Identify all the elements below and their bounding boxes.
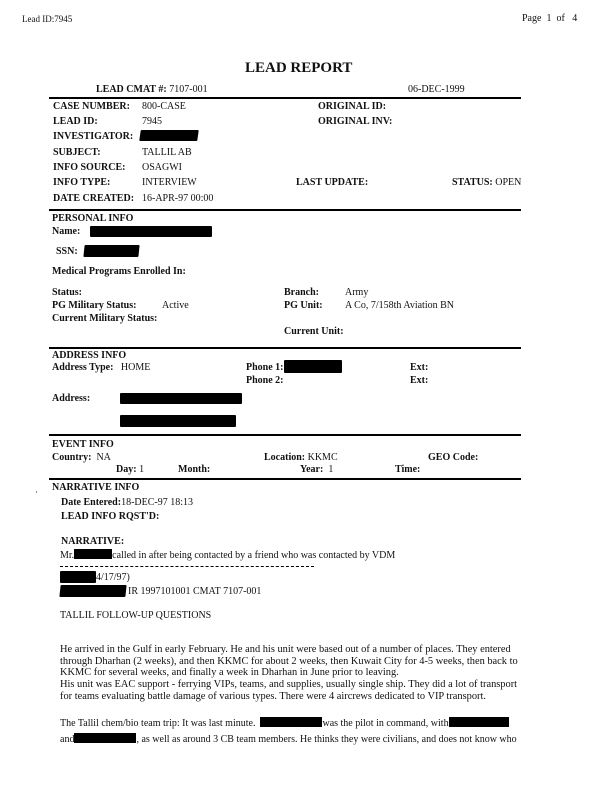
info-type-label: INFO TYPE:: [53, 177, 111, 188]
page-title: LEAD REPORT: [245, 60, 353, 76]
phone2-label: Phone 2:: [246, 375, 284, 386]
status-label: Status:: [52, 287, 83, 298]
page-indicator: Page 1 of 4: [522, 13, 578, 24]
pg-military-status-label: PG Military Status:: [52, 300, 137, 311]
divider: [49, 97, 521, 99]
redaction: [74, 549, 112, 559]
lead-cmat: LEAD CMAT #: 7107-001: [96, 84, 208, 95]
narrative-paragraph-2: His unit was EAC support - ferrying VIPs, teams, and supplies, usually single ship. They did a lot of transport for teams evaluating battle damage of various types. There were 4 aircrews dedicated to VIP transport.: [60, 679, 518, 702]
narrative-line-crew: and , as well as around 3 CB team members. He thinks they were civilians, and does not know who: [60, 734, 517, 745]
address-info-heading: ADDRESS INFO: [52, 350, 127, 361]
current-military-status-label: Current Military Status:: [52, 313, 158, 324]
redaction: [90, 226, 212, 237]
ext1-label: Ext:: [410, 362, 429, 373]
info-source-value: OSAGWI: [142, 162, 182, 173]
event-info-heading: EVENT INFO: [52, 439, 114, 450]
redaction: [120, 393, 242, 404]
lead-info-rqstd-label: LEAD INFO RQST'D:: [61, 511, 160, 522]
redaction: [74, 733, 136, 743]
status-field: STATUS: OPEN: [452, 177, 522, 188]
redaction: [284, 360, 342, 373]
report-date: 06-DEC-1999: [408, 84, 465, 95]
case-number-label: CASE NUMBER:: [53, 101, 130, 112]
narrative-paragraph-1: He arrived in the Gulf in early February. He and his unit were based out of a number of places. They entered through Dharhan (2 weeks), and then KKMC for about 2 weeks, then Kuwait City for 4-5 weeks, then back to KKMC for several weeks, and finally a week in Dharhan in June prior to leaving.: [60, 644, 518, 679]
followup-heading: TALLIL FOLLOW-UP QUESTIONS: [60, 610, 212, 621]
pg-unit-value: A Co, 7/158th Aviation BN: [345, 300, 454, 311]
redaction: [260, 717, 322, 727]
address-label: Address:: [52, 393, 91, 404]
medical-programs-label: Medical Programs Enrolled In:: [52, 266, 186, 277]
narrative-line-tallil-trip: The Tallil chem/bio team trip: It was last minute. was the pilot in command, with: [60, 717, 509, 729]
last-update-label: LAST UPDATE:: [296, 177, 369, 188]
narrative-info-heading: NARRATIVE INFO: [52, 482, 140, 493]
name-label: Name:: [52, 226, 81, 237]
branch-value: Army: [345, 287, 369, 298]
redaction: [60, 571, 96, 583]
divider: [49, 434, 521, 436]
country-field: Country: NA: [52, 452, 111, 463]
info-type-value: INTERVIEW: [142, 177, 197, 188]
pg-military-status-value: Active: [162, 300, 189, 311]
branch-label: Branch:: [284, 287, 319, 298]
time-label: Time:: [395, 464, 421, 475]
date-fragment: 4/17/97): [96, 572, 130, 583]
lead-id-label: LEAD ID:: [53, 116, 98, 127]
ir-line: IR 1997101001 CMAT 7107-001: [128, 586, 262, 597]
narrative-line-1: Mr. called in after being contacted by a friend who was contacted by VDM: [60, 550, 396, 561]
date-created-label: DATE CREATED:: [53, 193, 135, 204]
redaction: [139, 130, 199, 141]
info-source-label: INFO SOURCE:: [53, 162, 126, 173]
location-field: Location: KKMC: [264, 452, 338, 463]
margin-mark: ·: [35, 487, 38, 497]
date-created-value: 16-APR-97 00:00: [142, 193, 214, 204]
investigator-label: INVESTIGATOR:: [53, 131, 134, 142]
original-inv-label: ORIGINAL INV:: [318, 116, 393, 127]
subject-label: SUBJECT:: [53, 147, 101, 158]
date-entered-field: Date Entered:18-DEC-97 18:13: [61, 497, 194, 508]
lead-id-value: 7945: [142, 116, 162, 127]
ext2-label: Ext:: [410, 375, 429, 386]
subject-value: TALLIL AB: [142, 147, 192, 158]
geo-code-label: GEO Code:: [428, 452, 479, 463]
redaction: [59, 585, 126, 597]
redaction: [120, 415, 236, 427]
divider: [49, 347, 521, 349]
personal-info-heading: PERSONAL INFO: [52, 213, 134, 224]
pg-unit-label: PG Unit:: [284, 300, 323, 311]
divider: [49, 209, 521, 211]
dashed-separator: [60, 566, 314, 567]
original-id-label: ORIGINAL ID:: [318, 101, 387, 112]
case-number-value: 800-CASE: [142, 101, 186, 112]
current-unit-label: Current Unit:: [284, 326, 344, 337]
day-field: Day: 1: [116, 464, 145, 475]
address-type: Address Type: HOME: [52, 362, 151, 373]
redaction: [83, 245, 139, 257]
header-lead-id: Lead ID:7945: [22, 14, 73, 24]
divider: [49, 478, 521, 480]
redaction: [449, 717, 509, 727]
year-field: Year: 1: [300, 464, 334, 475]
ssn-label: SSN:: [56, 246, 78, 257]
narrative-label: NARRATIVE:: [61, 536, 125, 547]
month-label: Month:: [178, 464, 211, 475]
phone1-label: Phone 1:: [246, 362, 284, 373]
